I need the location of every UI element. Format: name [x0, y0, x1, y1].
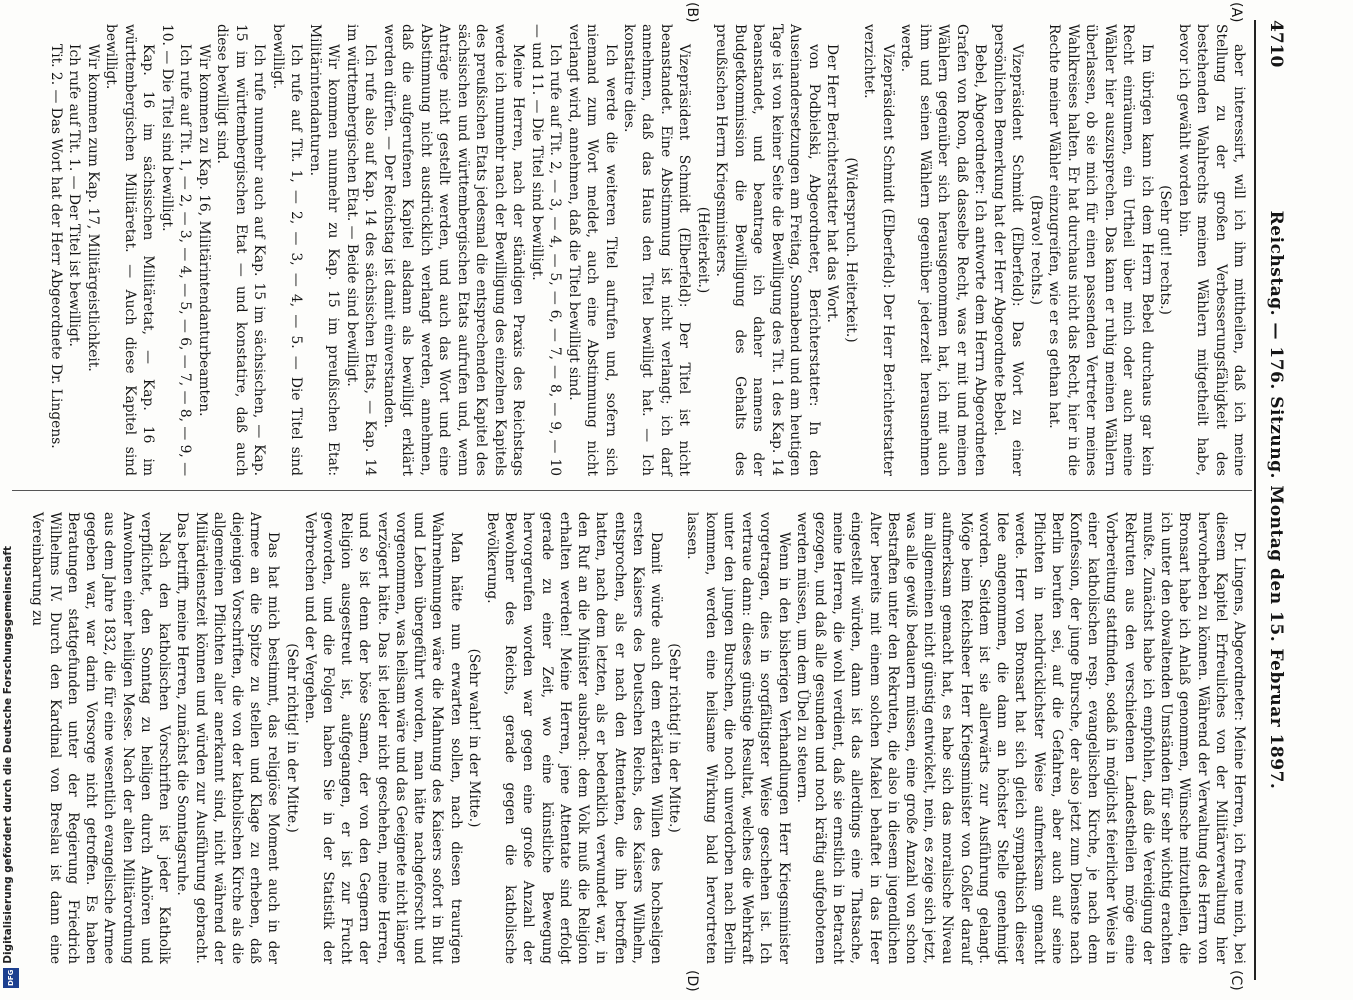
paragraph: Vizepräsident Schmidt (Elberfeld): Der Titel ist nicht beanstandet. Eine Abstimmung ist nicht verlangt; ich darf annehmen, daß das Haus den Titel bewilligt hat. — Ich konstatire dies.: [621, 24, 693, 476]
margin-mark-d: (D): [684, 970, 700, 992]
paragraph: (Sehr gut! rechts.): [1157, 185, 1174, 315]
page-header: [1260, 20, 1286, 980]
paragraph: (Sehr richtig! in der Mitte.): [666, 643, 683, 833]
dfg-logo: DFG: [3, 968, 19, 988]
right-text-column: [27, 512, 1248, 964]
paragraph: Ich rufe also auf Kap. 14 des sächsischen Etats, — Kap. 14 im württembergischen Etat. — Beide sind bewilligt.: [343, 24, 379, 476]
left-text-column: [47, 24, 1248, 476]
paragraph: Dr. Lingens, Abgeordneter: Meine Herren, ich freue mich, bei diesem Kapitel Erfreuliches von der Militärverwaltung hier hervorheben zu können. Während der Verwaltung des Herrn von Bronsart habe ich Anlaß genommen, Wünsche mitzutheilen, die ich unter den obwaltenden Umständen für sehr wichtig erachten mußte. Zunächst habe ich empfohlen, daß die Vereidigung der Rekruten aus den verschiedenen Landestheilen möge eine Vorbereitung stattfinden, sodaß in möglichst feierlicher Weise in einer katholischen resp. evangelischen Kirche, je nach dem Konfession, der junge Bursche, der also jetzt zum Dienste nach Berlin berufen sei, auf die Gefahren, aber auch auf seine Pflichten in nachdrücklichster Weise aufmerksam gemacht werde. Herr von Bronsart hat sich gleich sympathisch dieser Idee angenommen, die dann an höchster Stelle genehmigt worden. Seitdem ist sie allerwärts zur Ausführung gelangt. Möge beim Reichsheer Herr Kriegsminister von Goßler darauf aufmerksam gemacht hat, es habe sich das moralische Niveau im allgemeinen nicht günstig entwickelt, nein, es zeige sich jetzt, was alle gewiß bedauern müssen, eine große Anzahl von schon Bestraften unter den Rekruten, die also in diesem jugendlichen Alter bereits mit einem solchen Makel behaftet in das Heer eingestellt würden, dann ist das allerdings eine Thatsache, meine Herren, die wohl verdient, daß sie ernstlich in Betracht gezogen, und daß alle gesunden und noch kräftig aufgebotenen werden müssen, um dem Übel zu steuern.: [793, 512, 1247, 964]
column-divider: [12, 490, 1252, 491]
paragraph: Ich rufe nunmehr auch auf Kap. 15 im sächsischen, — Kap. 15 im württembergischen Etat — und konstatire, daß auch diese bewilligt sind.: [214, 24, 268, 476]
paragraph: Kap. 16 im sächsischen Militäretat, — Kap. 16 im württembergischen Militäretat. — Auch diese Kapitel sind bewilligt.: [103, 24, 157, 476]
paragraph: (Bravo! rechts.): [1027, 194, 1044, 306]
paragraph: (Sehr wahr! in der Mitte.): [465, 648, 482, 828]
paragraph: (Heiterkeit.): [694, 206, 711, 294]
digitization-footer: [2, 546, 22, 988]
paragraph: Wir kommen zu Kap. 16, Militärintendanturbeamten.: [195, 44, 212, 417]
paragraph: Der Herr Berichterstatter hat das Wort.: [824, 44, 841, 323]
paragraph: Vizepräsident Schmidt (Elberfeld): Der Herr Berichterstatter verzichtet.: [861, 24, 896, 476]
paragraph: (Sehr richtig! in der Mitte.): [283, 643, 300, 833]
margin-mark-a: (A): [1228, 2, 1244, 23]
paragraph: Ich rufe auf Tit. 1, — 2, — 3, — 4, — 5. — Die Titel sind bewilligt.: [269, 24, 305, 476]
paragraph: Das hat mich bestimmt, das religiöse Moment auch in der Armee an die Spitze zu stellen und Klage zu erheben, daß diejenigen Vorschriften, die von der katholischen Kirche als die allgemeinen Pflichten aller anerkannt sind, nicht während der Militärdienstzeit können und würden zur Ausführung gebracht. Das betrifft, meine Herren, zunächst die Sonntagsruhe.: [174, 512, 282, 964]
paragraph: Nach den katholischen Vorschriften ist jeder Katholik verpflichtet, den Sonntag zu heiligen durch Anhören und Anwohnen einer heiligen Messe. Nach der alten Militärordnung aus dem Jahre 1832, die für eine wesentlich evangelische Armee gegeben war, war darin Vorsorge nicht getroffen. Es haben Beratungen stattgefunden unter der Regierung Friedrich Wilhelms IV. Durch den Kardinal von Breslau ist dann eine Vereinbarung zu: [28, 512, 173, 964]
header-title: Reichstag. — 176. Sitzung. Montag den 15. Februar 1897.: [1266, 210, 1286, 790]
paragraph: Meine Herren, nach der ständigen Praxis des Reichstags werde ich nunmehr nach der Bewilligung des einzelnen Kapitels des preußischen Etats jedesmal die entsprechenden Kapitel des sächsischen und württembergischen Etats aufrufen und, wenn Anträge nicht gestellt werden, und auch das Wort und eine Abstimmung nicht ausdrücklich verlangt werden, annehmen, daß die aufgerufenen Kapitel alsdann als bewilligt erklärt werden dürfen. — Der Reichstag ist damit einverstanden.: [380, 24, 527, 476]
header-rule: [1254, 20, 1256, 980]
paragraph: (Widerspruch. Heiterkeit.): [842, 157, 859, 343]
paragraph: Bebel, Abgeordneter: Ich antworte dem Herrn Abgeordneten Grafen von Roon, daß dasselbe Recht, was er mit und meinen Wählern gegenüber sich herausgenommen hat, ich mit auch ihm und seinen Wählern gegenüber jederzeit herausnehmen werde.: [898, 24, 989, 476]
paragraph: Ich rufe auf Tit. 1. — Der Titel ist bewilligt.: [66, 44, 83, 347]
margin-mark-b: (B): [684, 2, 700, 23]
paragraph: Damit würde auch dem erklärten Willen des hochseligen ersten Kaisers des Deutschen Reichs, des Kaisers Wilhelm, entsprochen, als er nach den Attentaten, die ihn betroffen hatten, nach dem letzten, als er bedenklich verwundet war, in den Ruf an die Minister ausbrach: dem Volk muß die Religion erhalten werden! Meine Herren, jene Attentate sind erfolgt gerade zu einer Zeit, wo eine künstliche Bewegung hervorgerufen worden war gegen eine große Anzahl der Bewohner des Reichs, gerade gegen die katholische Bevölkerung.: [484, 512, 664, 964]
paragraph: Ich rufe auf Tit. 2, — 3, — 4, — 5, — 6, — 7, — 8, — 9, — 10 — und 11. — Die Titel sind bewilligt.: [528, 24, 564, 476]
paragraph: aber interessirt, will ich ihm mittheilen, daß ich meine Stellung zu der großen Verbesserungsfähigkeit des bestehenden Wahlrechts meinen Wählern mitgetheilt habe, bevor ich gewählt worden bin.: [1175, 24, 1247, 476]
paragraph: Vizepräsident Schmidt (Elberfeld): Das Wort zu einer persönlichen Bemerkung hat der Herr Abgeordnete Bebel.: [990, 24, 1026, 476]
paragraph: Wir kommen nunmehr zu Kap. 15 im preußischen Etat: Militärintendanturen.: [306, 24, 342, 476]
paragraph: Ich werde die weiteren Titel aufrufen und, sofern sich niemand zum Wort meldet, auch eine Abstimmung nicht verlangt wird, annehmen, daß die Titel bewilligt sind.: [565, 24, 619, 476]
footer-credit-text: Digitalisierung gefördert durch die Deutsche Forschungsgemeinschaft: [2, 546, 14, 964]
paragraph: Wenn in den bisherigen Verhandlungen Herr Kriegsminister vorgetragen, dies in sorgfältigster Weise geschehen ist. Ich vertraue dann: dieses günstige Resultat, welches die Wehrkraft unter den jungen Burschen, die noch unverdorben nach Berlin kommen, werden eine heilsame Wirkung bald hervortreten lassen.: [684, 512, 792, 964]
paragraph: Im übrigen kann ich dem Herrn Bebel durchaus gar kein Recht einräumen, ein Urtheil über mich oder auch meine Wähler hier auszusprechen. Das kann er ruhig meinen Wählern überlassen, ob sie mich für einen passenden Vertreter meines Wahlkreises halten. Er hat durchaus nicht das Recht, hier in die Rechte meiner Wähler einzugreifen, wie er es gethan hat.: [1046, 24, 1155, 476]
paragraph: Wir kommen zum Kap. 17, Militärgeistlichkeit.: [84, 44, 101, 372]
margin-mark-c: (C): [1228, 970, 1244, 991]
paragraph: Man hätte nun erwarten sollen, nach diesen traurigen Wahrnehmungen wäre die Mahnung des Kaisers sofort in Blut und Leben übergeführt worden, man hätte nachgeforscht und vorgenommen, was heilsam wäre und das Geeignete nicht länger verzögert hätte. Das ist leider nicht geschehen, meine Herren, und so ist denn der böse Samen, der von den Gegnern der Religion ausgestreut ist, aufgegangen, er ist zur Frucht geworden, und die Folgen haben Sie in der Statistik der Verbrechen und der Vergehen.: [301, 512, 464, 964]
paragraph: Ich rufe auf Tit. 1, — 2, — 3, — 4, — 5, — 6, — 7, — 8, — 9, — 10. — Die Titel sind bewilligt.: [158, 24, 194, 476]
page-number: 4710: [1266, 20, 1286, 68]
paragraph: von Podbielski, Abgeordneter, Berichterstatter: In den Auseinandersetzungen am Freitag, Sonnabend und am heutigen Tage ist von keiner Seite die Bewilligung des Tit. 1 des Kap. 14 beanstandet, und beantrage ich daher namens der Budgetkommission die Bewilligung des Gehalts des preußischen Herrn Kriegsministers.: [713, 24, 822, 476]
paragraph: Tit. 2. — Das Wort hat der Herr Abgeordnete Dr. Lingens.: [48, 44, 64, 449]
